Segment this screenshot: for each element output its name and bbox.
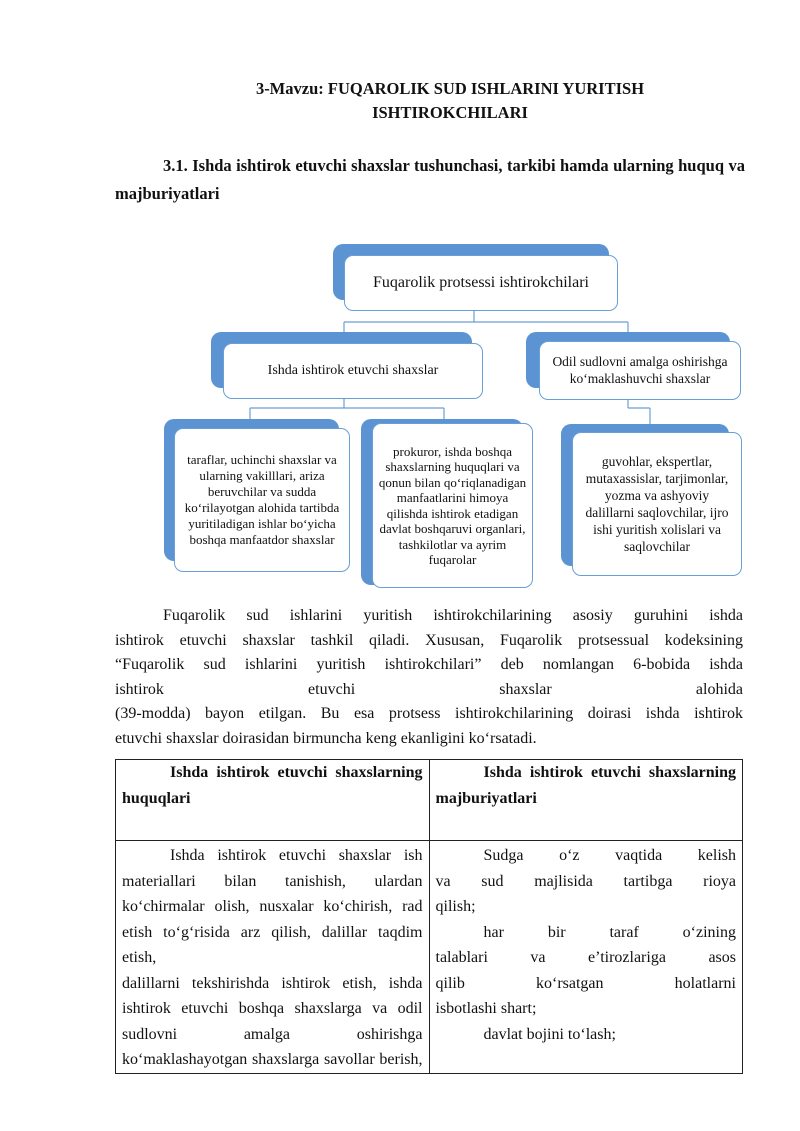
- rights-header: Ishda ishtirok etuvchi shaxslarning huquqlari: [122, 764, 423, 807]
- root-node-label: Fuqarolik protsessi ishtirokchilari: [373, 274, 589, 291]
- duties-line: qilib ko‘rsatgan holatlarni: [435, 974, 736, 992]
- rights-line: Ishda ishtirok etuvchi shaxslar ish: [170, 847, 423, 864]
- rights-line: ko‘chirmalar olish, nusxalar ko‘chirish, rad: [122, 898, 423, 915]
- body-paragraph: [115, 604, 743, 751]
- leaf-witnesses-node: [572, 432, 742, 576]
- paragraph-line-3: “Fuqarolik sud ishlarini yuritish ishtirokchilari” deb nomlangan 6-bobida ishda: [115, 656, 743, 673]
- rights-line: sudlovni amalga oshirishga: [122, 1025, 423, 1043]
- rights-line: ishtirok etuvchi boshqa shaxslarga va odil: [122, 1000, 423, 1017]
- leaf-witnesses-label: guvohlar, ekspertlar, mutaxassislar, tarjimonlar, yozma va ashyoviy dalillarni saqlovchilar, ijro ishi yuritish xolislari va saqlovchilar: [585, 454, 729, 554]
- right-branch-label: Odil sudlovni amalga oshirishga ko‘maklashuvchi shaxslar: [552, 354, 728, 386]
- duties-line: va sud majlisida tartibga rioya: [435, 872, 736, 890]
- duties-line: Sudga o‘z vaqtida kelish: [483, 847, 736, 864]
- left-branch-label: Ishda ishtirok etuvchi shaxslar: [267, 363, 439, 378]
- duties-header-cell: [429, 760, 743, 841]
- paragraph-line-4: ishtirok etuvchi shaxslar alohida: [115, 680, 743, 698]
- paragraph-line-1: Fuqarolik sud ishlarini yuritish ishtirokchilarining asosiy guruhini ishda: [163, 607, 743, 624]
- left-branch-node: [223, 343, 483, 399]
- leaf-parties-label: taraflar, uchinchi shaxslar va ularning vakilllari, ariza beruvchilar va sudda ko‘rilayotgan alohida tartibda yuritiladigan ishlar bo‘yicha boshqa manfaatdor shaxslar: [184, 452, 340, 547]
- duties-line: har bir taraf o‘zining: [483, 923, 736, 941]
- rights-header-cell: [116, 760, 430, 841]
- paragraph-line-2: ishtirok etuvchi shaxslar tashkil qiladi. Xususan, Fuqarolik protsessual kodeksining: [115, 631, 743, 649]
- right-branch-node: [539, 341, 741, 400]
- duties-header: Ishda ishtirok etuvchi shaxslarning majburiyatlari: [435, 764, 736, 807]
- root-node: [344, 255, 618, 311]
- rights-line: materiallari bilan tanishish, ulardan: [122, 872, 423, 890]
- duties-line: isbotlashi shart;: [435, 1000, 537, 1017]
- section-heading: 3.1. Ishda ishtirok etuvchi shaxslar tushunchasi, tarkibi hamda ularning huquq va majburiyatlari: [115, 156, 745, 203]
- leaf-prosecutor-node: [372, 423, 533, 588]
- leaf-parties-node: [174, 428, 350, 572]
- duties-line: talablari va e’tirozlariga asos: [435, 949, 736, 966]
- title-line-1: 3-Mavzu: FUQAROLIK SUD ISHLARINI YURITISH: [255, 79, 645, 98]
- paragraph-line-6: etuvchi shaxslar doirasidan birmuncha keng ekanligini ko‘rsatadi.: [115, 729, 537, 747]
- duties-line: qilish;: [435, 898, 476, 915]
- leaf-prosecutor-label: prokuror, ishda boshqa shaxslarning huquqlari va qonun bilan qo‘riqlanadigan manfaatlarini himoya qilishda ishtirok etadigan davlat boshqaruvi organlari, tashkilotlar va ayrim fuqarolar: [378, 443, 527, 567]
- paragraph-line-5: (39-modda) bayon etilgan. Bu esa protsess ishtirokchilarining doirasi ishda ishtirok: [115, 705, 743, 722]
- rights-line: dalillarni tekshirishda ishtirok etish, ishda: [122, 974, 423, 992]
- duties-line: davlat bojini to‘lash;: [483, 1025, 616, 1043]
- rights-duties-table: [115, 759, 743, 1074]
- title-line-2: ISHTIROKCHILARI: [372, 103, 528, 122]
- rights-line: ko‘maklashayotgan shaxslarga savollar berish,: [122, 1051, 423, 1068]
- rights-line: etish to‘g‘risida arz qilish, dalillar taqdim etish,: [122, 923, 423, 966]
- rights-cell: [116, 841, 430, 1074]
- duties-cell: [429, 841, 743, 1074]
